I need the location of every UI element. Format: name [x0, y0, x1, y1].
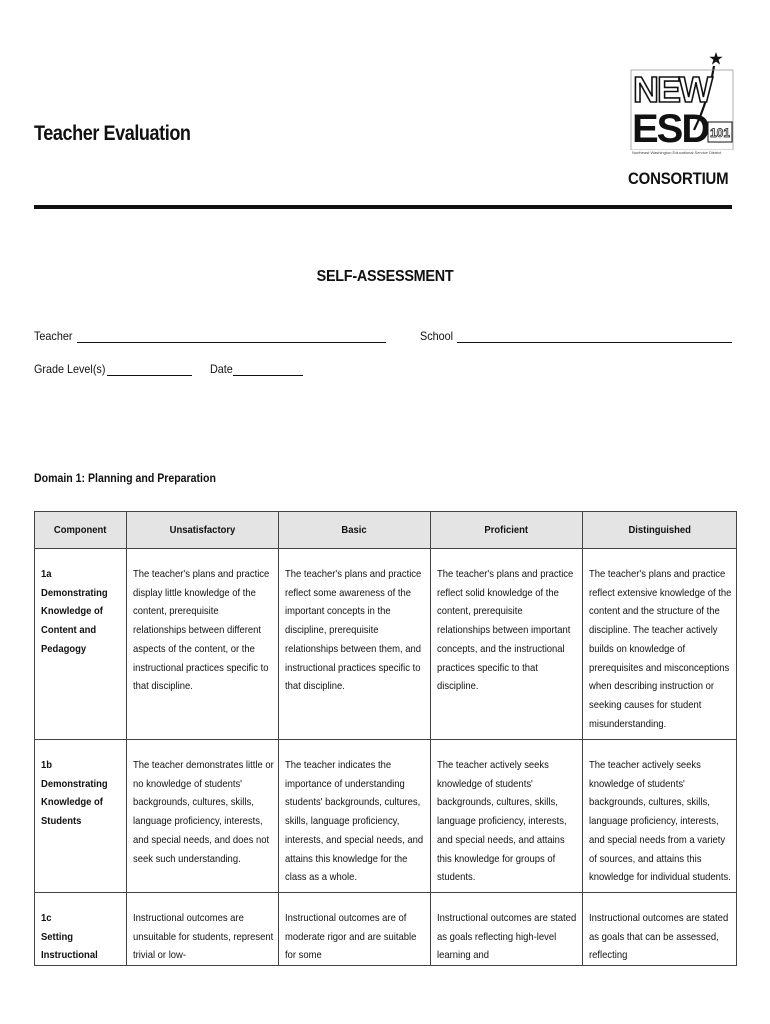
proficient-cell: Instructional outcomes are stated as goals reflecting high-level learning and	[431, 893, 583, 966]
column-header: Unsatisfactory	[127, 512, 279, 549]
document-title: Teacher Evaluation	[34, 122, 191, 145]
rubric-table	[34, 511, 737, 966]
table-row	[35, 549, 737, 740]
column-header: Basic	[279, 512, 431, 549]
component-cell: 1a Demonstrating Knowledge of Content and Pedagogy	[35, 549, 127, 740]
header-divider	[34, 205, 732, 209]
table-header-row	[35, 512, 737, 549]
basic-cell: The teacher indicates the importance of understanding students' backgrounds, cultures, skills, language proficiency, interests, and special needs, and attains this knowledge for the class as a whole.	[279, 740, 431, 893]
new-esd-logo-mark	[624, 50, 736, 150]
date-label: Date	[210, 362, 233, 376]
column-header: Proficient	[431, 512, 583, 549]
basic-cell: The teacher's plans and practice reflect some awareness of the important concepts in the discipline, prerequisite relationships between them, and instructional practices specific to that discipline.	[279, 549, 431, 740]
logo-district-name: Northeast Washington Educational Service District	[632, 150, 722, 155]
distinguished-cell: Instructional outcomes are stated as goals that can be assessed, reflecting	[583, 893, 737, 966]
basic-cell: Instructional outcomes are of moderate rigor and are suitable for some	[279, 893, 431, 966]
svg-text:NEW: NEW	[633, 69, 711, 110]
svg-text:ESD: ESD	[632, 107, 709, 150]
column-header: Component	[35, 512, 127, 549]
teacher-label: Teacher	[34, 329, 73, 343]
component-cell: 1b Demonstrating Knowledge of Students	[35, 740, 127, 893]
distinguished-cell: The teacher's plans and practice reflect extensive knowledge of the content and the structure of the discipline. The teacher actively builds on knowledge of prerequisites and misconceptions when describing instruction or seeking causes for student misunderstanding.	[583, 549, 737, 740]
table-row	[35, 893, 737, 966]
school-label: School	[420, 329, 454, 343]
component-cell: 1c Setting Instructional	[35, 893, 127, 966]
logo-consortium-text: CONSORTIUM	[628, 169, 729, 188]
date-field[interactable]	[233, 375, 303, 376]
proficient-cell: The teacher actively seeks knowledge of students' backgrounds, cultures, skills, language proficiency, interests, and special needs, and attains this knowledge for groups of students.	[431, 740, 583, 893]
school-name-field[interactable]	[457, 342, 732, 343]
grade-level-field[interactable]	[107, 375, 192, 376]
grade-level-label: Grade Level(s)	[34, 362, 106, 376]
unsatisfactory-cell: The teacher demonstrates little or no knowledge of students' backgrounds, cultures, skills, language proficiency, interests, and special needs, and does not seek such understanding.	[127, 740, 279, 893]
column-header: Distinguished	[583, 512, 737, 549]
self-assessment-heading: SELF-ASSESSMENT	[316, 268, 454, 285]
unsatisfactory-cell: Instructional outcomes are unsuitable for students, represent trivial or low-	[127, 893, 279, 966]
distinguished-cell: The teacher actively seeks knowledge of students' backgrounds, cultures, skills, language proficiency, interests, and special needs from a variety of sources, and attains this knowledge for individual students.	[583, 740, 737, 893]
unsatisfactory-cell: The teacher's plans and practice display little knowledge of the content, prerequisite relationships between different aspects of the content, or the instructional practices specific to that discipline.	[127, 549, 279, 740]
table-row	[35, 740, 737, 893]
proficient-cell: The teacher's plans and practice reflect solid knowledge of the content, prerequisite relationships between important concepts, and the instructional practices specific to that discipline.	[431, 549, 583, 740]
svg-text:101: 101	[709, 126, 731, 140]
domain-heading: Domain 1: Planning and Preparation	[34, 471, 216, 485]
teacher-name-field[interactable]	[77, 342, 386, 343]
esd-consortium-logo	[624, 50, 736, 195]
